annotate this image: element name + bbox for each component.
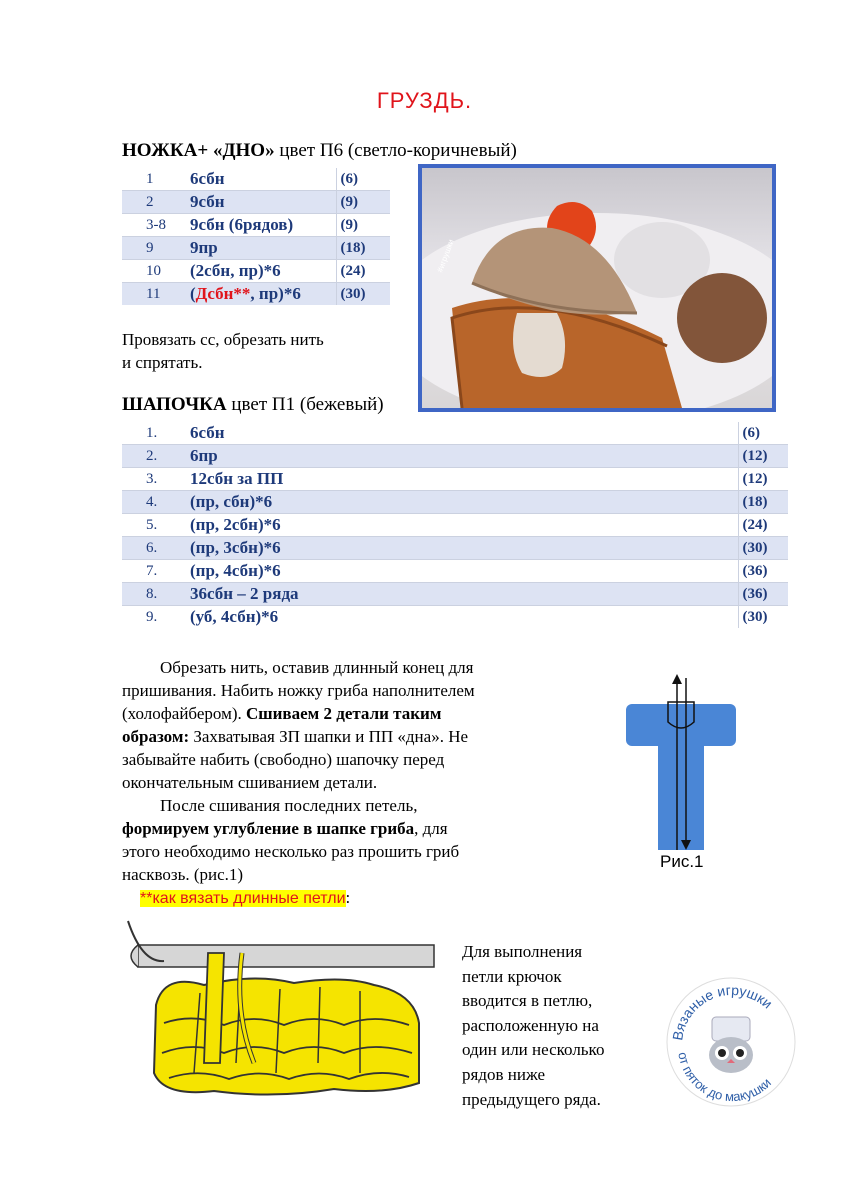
row-number: 3.	[122, 468, 186, 491]
long-loops-line: предыдущего ряда.	[462, 1089, 601, 1109]
table-row	[122, 491, 788, 514]
photo-watermark: #игрушки	[435, 238, 456, 274]
row-stitch: 6сбн	[190, 423, 225, 442]
row-stitch: 6сбн	[190, 169, 225, 188]
row-count: (9)	[336, 191, 390, 214]
row-stitch: 12сбн за ПП	[186, 468, 738, 491]
long-loops-line: вводится в петлю,	[462, 991, 593, 1011]
crochet-illustration	[124, 913, 436, 1103]
row-number: 3-8	[122, 214, 186, 237]
owl-mascot-icon	[709, 1017, 753, 1073]
long-loops-line: один или несколько	[462, 1040, 605, 1060]
page-title: ГРУЗДЬ.	[376, 88, 473, 113]
stitch-open: (	[190, 284, 196, 303]
leg-heading	[122, 140, 517, 162]
cap-heading	[122, 394, 384, 416]
long-loops-line: рядов ниже	[462, 1064, 546, 1084]
long-loops-heading	[140, 888, 350, 908]
assembly-line	[122, 725, 592, 748]
table-row	[122, 237, 390, 260]
row-number: 1.	[146, 425, 158, 441]
row-count: (9)	[336, 214, 390, 237]
long-loops-heading-highlight: **как вязать длинные петли	[140, 890, 346, 907]
mushroom-photo-illustration	[422, 168, 772, 408]
assembly-text	[122, 656, 592, 886]
table-row	[122, 537, 788, 560]
brand-logo	[664, 975, 798, 1109]
diagram-stem	[658, 742, 704, 850]
table-row	[122, 191, 390, 214]
arrow-up-icon	[672, 674, 682, 684]
row-number: 4.	[122, 491, 186, 514]
crochet-hook-head	[131, 945, 138, 967]
row-count: (6)	[336, 168, 390, 191]
stitch-diagram-figure	[618, 672, 742, 852]
long-loops-line: расположенную на	[462, 1015, 599, 1035]
row-count: (18)	[336, 237, 390, 260]
assembly-line: окончательным сшиванием детали.	[122, 773, 378, 792]
logo-top-textpath: Вязаные игрушки	[669, 981, 776, 1042]
table-row	[122, 514, 788, 537]
row-number: 1	[146, 171, 154, 187]
assembly-line-part: , для	[414, 819, 448, 838]
table-row	[122, 214, 390, 237]
row-stitch: 9пр	[186, 237, 336, 260]
stitch-long-sc: Дсбн**	[195, 284, 251, 303]
crochet-stitches	[154, 953, 419, 1095]
row-count: (24)	[738, 514, 788, 537]
row-stitch: 9сбн	[186, 191, 336, 214]
assembly-line: этого необходимо несколько раз прошить гриб	[122, 842, 460, 861]
row-stitch: (2сбн, пр)*6	[186, 260, 336, 283]
row-number: 5.	[122, 514, 186, 537]
assembly-line: насквозь. (рис.1)	[122, 865, 244, 884]
table-row	[122, 583, 788, 606]
leg-heading-bold: НОЖКА+ «ДНО»	[122, 140, 275, 161]
long-loops-line: петли крючок	[462, 966, 562, 986]
assembly-line-bold: формируем углубление в шапке гриба	[122, 819, 415, 838]
row-number: 9	[122, 237, 186, 260]
row-stitch: (пр, 3сбн)*6	[186, 537, 738, 560]
long-loops-colon: :	[345, 888, 351, 907]
table-row	[122, 468, 788, 491]
table-row	[122, 168, 390, 191]
assembly-line-part: Захватывая ЗП шапки и ПП «дна». Не	[189, 727, 469, 746]
row-number: 10	[122, 260, 186, 283]
row-stitch: (пр, сбн)*6	[186, 491, 738, 514]
row-count: (12)	[738, 468, 788, 491]
cap-heading-rest: цвет П1 (бежевый)	[226, 394, 384, 415]
row-count: (30)	[336, 283, 390, 306]
row-stitch: (пр, 4сбн)*6	[186, 560, 738, 583]
row-number: 9.	[122, 606, 186, 629]
row-number: 7.	[122, 560, 186, 583]
stitch-close: , пр)*6	[250, 284, 301, 303]
row-number: 11	[122, 283, 186, 306]
assembly-line: Обрезать нить, оставив длинный конец для	[160, 658, 474, 677]
mushroom-photo	[418, 164, 776, 412]
assembly-line-bold: образом:	[122, 727, 190, 746]
diagram-cap	[626, 704, 736, 746]
assembly-line: пришивания. Набить ножку гриба наполнителем	[122, 681, 475, 700]
row-stitch: 6пр	[186, 445, 738, 468]
assembly-line-part: (холофайбером).	[122, 704, 246, 723]
cap-table	[122, 422, 788, 628]
row-count: (30)	[738, 606, 788, 629]
leg-note	[122, 328, 324, 374]
row-number: 8.	[122, 583, 186, 606]
table-row	[122, 445, 788, 468]
crochet-hook-shaft	[138, 945, 434, 967]
assembly-line: После сшивания последних петель,	[160, 796, 418, 815]
leg-table	[122, 168, 390, 305]
long-loops-text	[462, 940, 604, 1112]
row-number: 6.	[122, 537, 186, 560]
table-row	[122, 560, 788, 583]
table-row	[122, 606, 788, 629]
row-count: (18)	[738, 491, 788, 514]
long-loops-line: Для выполнения	[462, 942, 583, 961]
row-stitch: 36сбн – 2 ряда	[186, 583, 738, 606]
row-count: (30)	[738, 537, 788, 560]
leg-heading-rest: цвет П6 (светло-коричневый)	[274, 140, 517, 161]
leg-note-line: Провязать сс, обрезать нить	[122, 330, 324, 349]
table-row	[122, 422, 788, 445]
row-stitch	[186, 283, 336, 306]
row-stitch: (уб, 4сбн)*6	[186, 606, 738, 629]
row-count: (36)	[738, 583, 788, 606]
row-stitch: 9сбн (6рядов)	[186, 214, 336, 237]
row-count: (36)	[738, 560, 788, 583]
assembly-line	[122, 817, 592, 840]
row-number: 2	[122, 191, 186, 214]
row-count: (6)	[738, 422, 788, 445]
row-stitch: (пр, 2сбн)*6	[186, 514, 738, 537]
assembly-line-bold: Сшиваем 2 детали таким	[246, 704, 442, 723]
table-row	[122, 283, 390, 306]
cap-heading-bold: ШАПОЧКА	[122, 394, 227, 415]
assembly-line: забывайте набить (свободно) шапочку перед	[122, 750, 445, 769]
figure-caption: Рис.1	[660, 852, 704, 871]
row-count: (24)	[336, 260, 390, 283]
assembly-line	[122, 702, 592, 725]
logo-bottom-textpath: от пяток до макушки	[675, 1050, 774, 1105]
leg-note-line: и спрятать.	[122, 353, 203, 372]
table-row	[122, 260, 390, 283]
row-number: 2.	[122, 445, 186, 468]
row-count: (12)	[738, 445, 788, 468]
